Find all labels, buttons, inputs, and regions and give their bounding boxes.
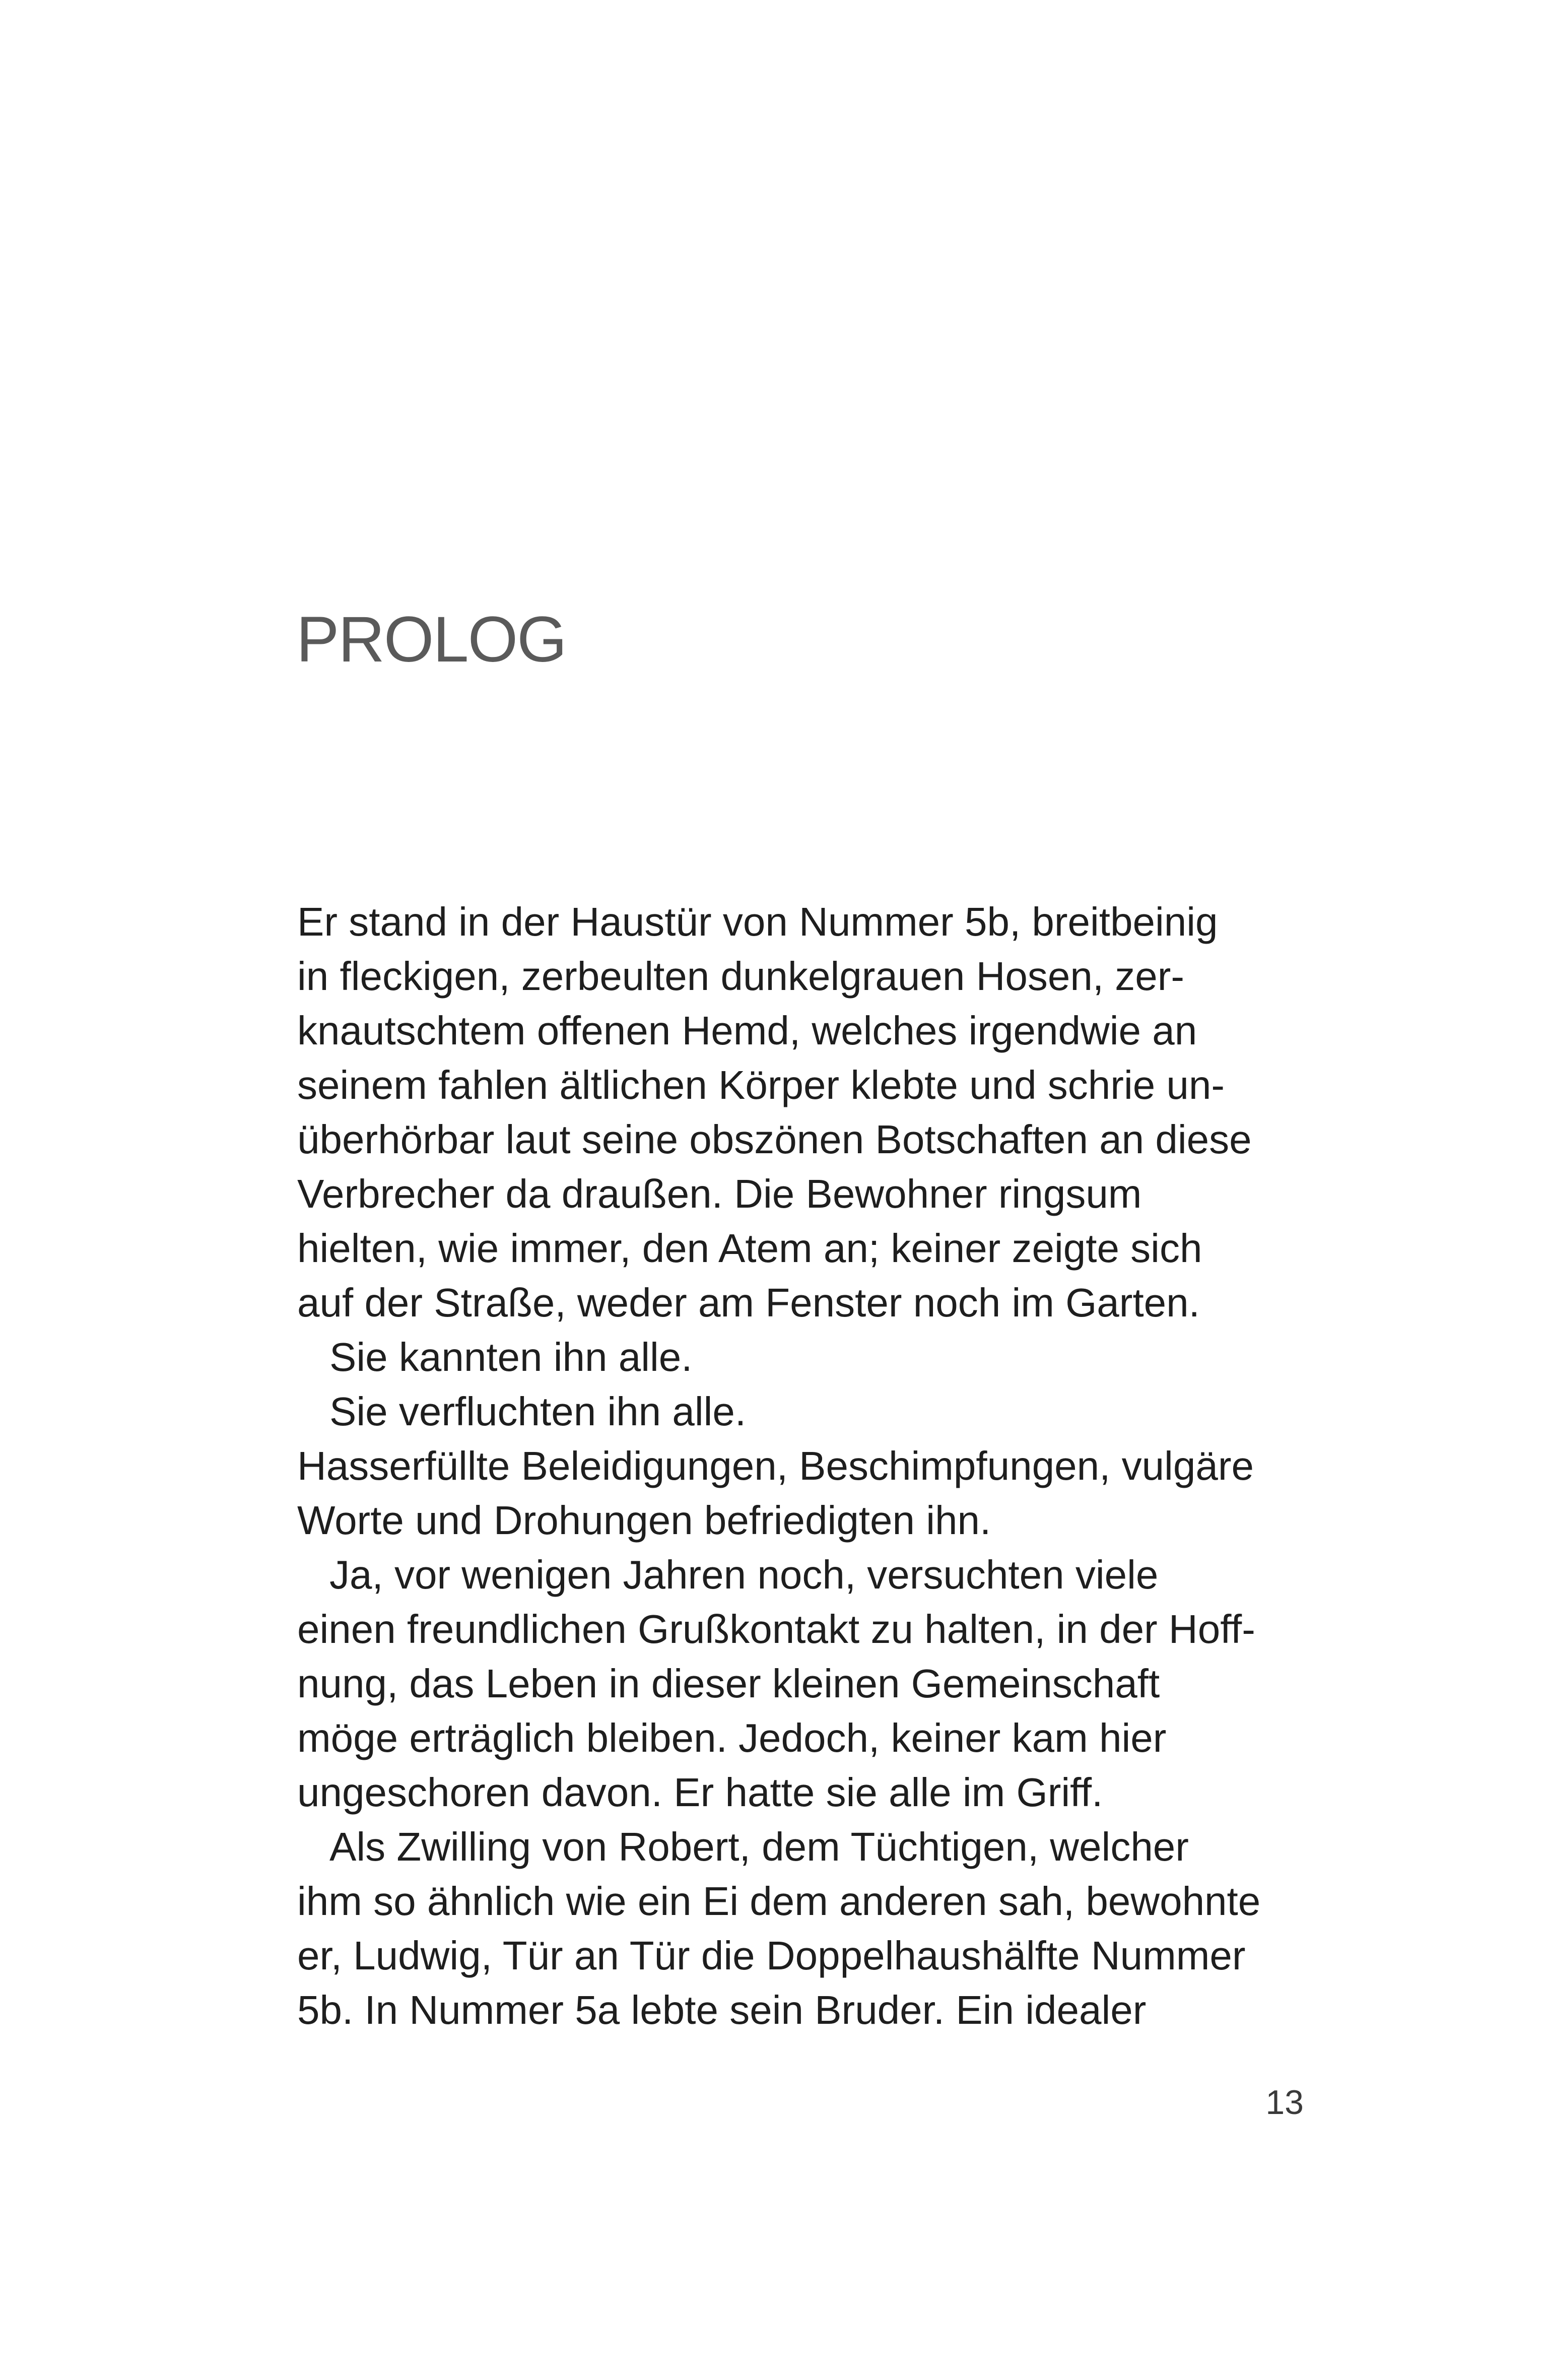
- text-line: 5b. In Nummer 5a lebte sein Bruder. Ein idealer: [297, 1988, 1147, 2032]
- text-line: nung, das Leben in dieser kleinen Gemeinschaft: [297, 1661, 1160, 1706]
- text-line: Worte und Drohungen befriedigten ihn.: [297, 1498, 991, 1543]
- text-line: Ja, vor wenigen Jahren noch, versuchten viele: [329, 1552, 1159, 1597]
- text-line: hielten, wie immer, den Atem an; keiner zeigte sich: [297, 1226, 1202, 1271]
- body-text: [297, 895, 1310, 2037]
- text-line: knautschtem offenen Hemd, welches irgendwie an: [297, 1008, 1197, 1053]
- text-line: Er stand in der Haustür von Nummer 5b, breitbeinig: [297, 899, 1218, 944]
- text-line: Sie kannten ihn alle.: [329, 1335, 693, 1379]
- text-line: in fleckigen, zerbeulten dunkelgrauen Hosen, zer-: [297, 954, 1185, 999]
- text-line: Als Zwilling von Robert, dem Tüchtigen, welcher: [329, 1824, 1189, 1869]
- text-line: auf der Straße, weder am Fenster noch im Garten.: [297, 1280, 1200, 1325]
- text-line: möge erträglich bleiben. Jedoch, keiner kam hier: [297, 1715, 1167, 1760]
- text-line: einen freundlichen Grußkontakt zu halten, in der Hoff-: [297, 1607, 1255, 1651]
- text-line: seinem fahlen ältlichen Körper klebte und schrie un-: [297, 1063, 1225, 1107]
- page-number: 13: [1265, 2083, 1304, 2122]
- text-line: Sie verfluchten ihn alle.: [329, 1389, 747, 1434]
- text-line: Verbrecher da draußen. Die Bewohner ringsum: [297, 1171, 1142, 1216]
- text-line: ungeschoren davon. Er hatte sie alle im Griff.: [297, 1770, 1103, 1815]
- text-line: er, Ludwig, Tür an Tür die Doppelhaushälfte Nummer: [297, 1933, 1246, 1978]
- chapter-title: PROLOG: [296, 604, 566, 676]
- text-line: ihm so ähnlich wie ein Ei dem anderen sah, bewohnte: [297, 1879, 1261, 1924]
- text-line: überhörbar laut seine obszönen Botschaften an diese: [297, 1117, 1252, 1162]
- text-line: Hasserfüllte Beleidigungen, Beschimpfungen, vulgäre: [297, 1443, 1254, 1488]
